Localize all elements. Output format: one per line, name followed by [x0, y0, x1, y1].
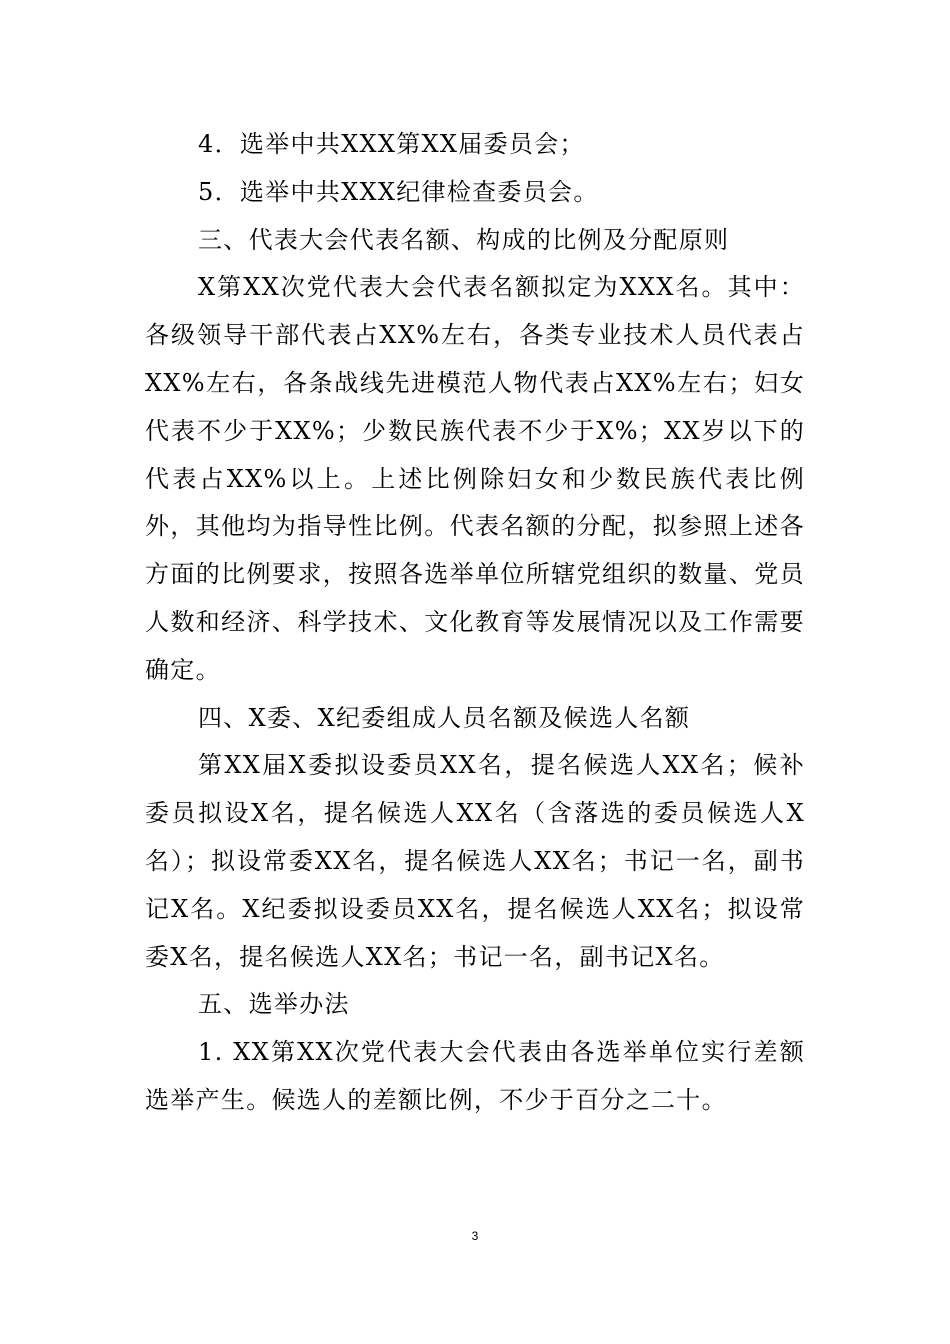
section-heading-4: 四、X委、X纪委组成人员名额及候选人名额	[198, 703, 691, 732]
paragraph-election-method: 1. XX第XX次党代表大会代表由各选举单位实行差额选举产生。候选人的差额比例，不少于百分之二十。	[145, 1038, 805, 1114]
paragraph-committee-quota: 第XX届X委拟设委员XX名，提名候选人XX名；候补委员拟设X名，提名候选人XX名（含落选的委员候选人X名）；拟设常委XX名，提名候选人XX名；书记一名，副书记X名。X纪委拟设委员XX名，提名候选人XX名；拟设常委X名，提名候选人XX名；书记一名，副书记X名。	[145, 751, 805, 971]
page-number: 3	[471, 1229, 479, 1243]
section-heading-5: 五、选举办法	[198, 990, 350, 1019]
section-heading-3: 三、代表大会代表名额、构成的比例及分配原则	[198, 225, 730, 254]
paragraph-delegate-quota: X第XX次党代表大会代表名额拟定为XXX名。其中：各级领导干部代表占XX%左右，各类专业技术人员代表占XX%左右，各条战线先进模范人物代表占XX%左右；妇女代表不少于XX%；少数民族代表不少于X%；XX岁以下的代表占XX%以上。上述比例除妇女和少数民族代表比例外，其他均为指导性比例。代表名额的分配，拟参照上述各方面的比例要求，按照各选举单位所辖党组织的数量、党员人数和经济、科学技术、文化教育等发展情况以及工作需要确定。	[145, 273, 805, 684]
document-body	[145, 121, 805, 1125]
list-item-4: 4．选举中共XXX第XX届委员会；	[198, 130, 585, 158]
list-item-5: 5．选举中共XXX纪律检查委员会。	[198, 177, 599, 206]
